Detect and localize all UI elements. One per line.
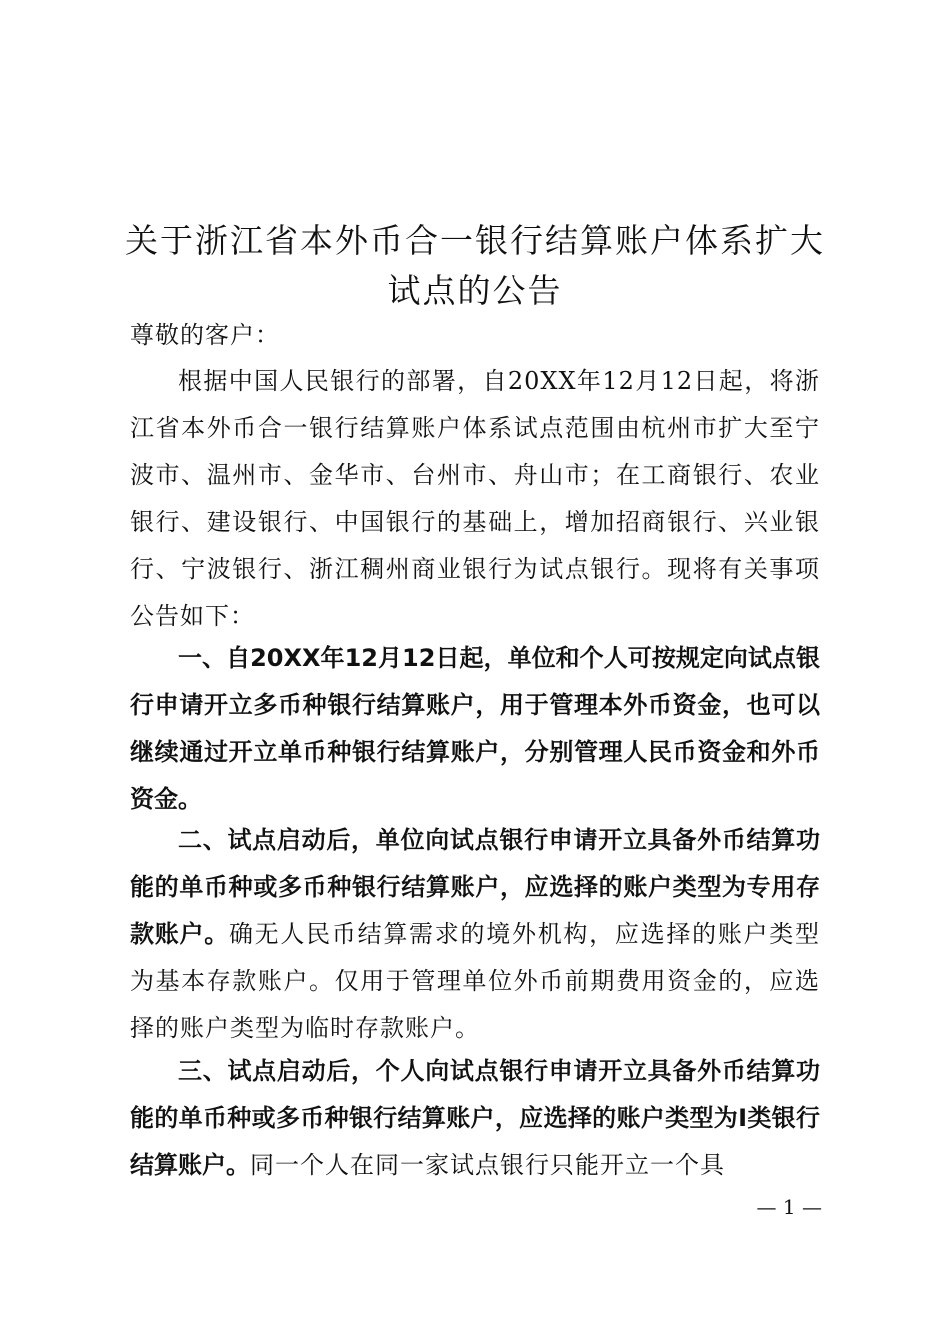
item-two-emphasis: 二、试点启动后，单位向试点银行申请开立具备外币结算功能的单币种或多币种银行结算账户，应选择的账户类型为专用存款账户。 [130, 826, 820, 948]
document-title: 关于浙江省本外币合一银行结算账户体系扩大试点的公告 [125, 221, 825, 310]
item-two-paragraph [130, 817, 820, 1052]
item-three-detail: 同一个人在同一家试点银行只能开立一个具 [250, 1151, 725, 1179]
item-three-paragraph [130, 1048, 820, 1189]
page-number: — 1 — [756, 1195, 822, 1219]
item-three-emphasis: 三、试点启动后，个人向试点银行申请开立具备外币结算功能的单币种或多币种银行结算账户，应选择的账户类型为Ⅰ类银行结算账户。 [130, 1057, 820, 1179]
item-two-detail: 确无人民币结算需求的境外机构，应选择的账户类型为基本存款账户。仅用于管理单位外币前期费用资金的，应选择的账户类型为临时存款账户。 [130, 920, 821, 1042]
item-one-paragraph: 一、自20XX年12月12日起，单位和个人可按规定向试点银行申请开立多币种银行结算账户，用于管理本外币资金，也可以继续通过开立单币种银行结算账户，分别管理人民币资金和外币资金。 [130, 644, 820, 813]
intro-paragraph: 根据中国人民银行的部署，自20XX年12月12日起，将浙江省本外币合一银行结算账户体系试点范围由杭州市扩大至宁波市、温州市、金华市、台州市、舟山市；在工商银行、农业银行、建设银行、中国银行的基础上，增加招商银行、兴业银行、宁波银行、浙江稠州商业银行为试点银行。现将有关事项公告如下： [130, 367, 820, 630]
salutation: 尊敬的客户： [130, 321, 280, 349]
